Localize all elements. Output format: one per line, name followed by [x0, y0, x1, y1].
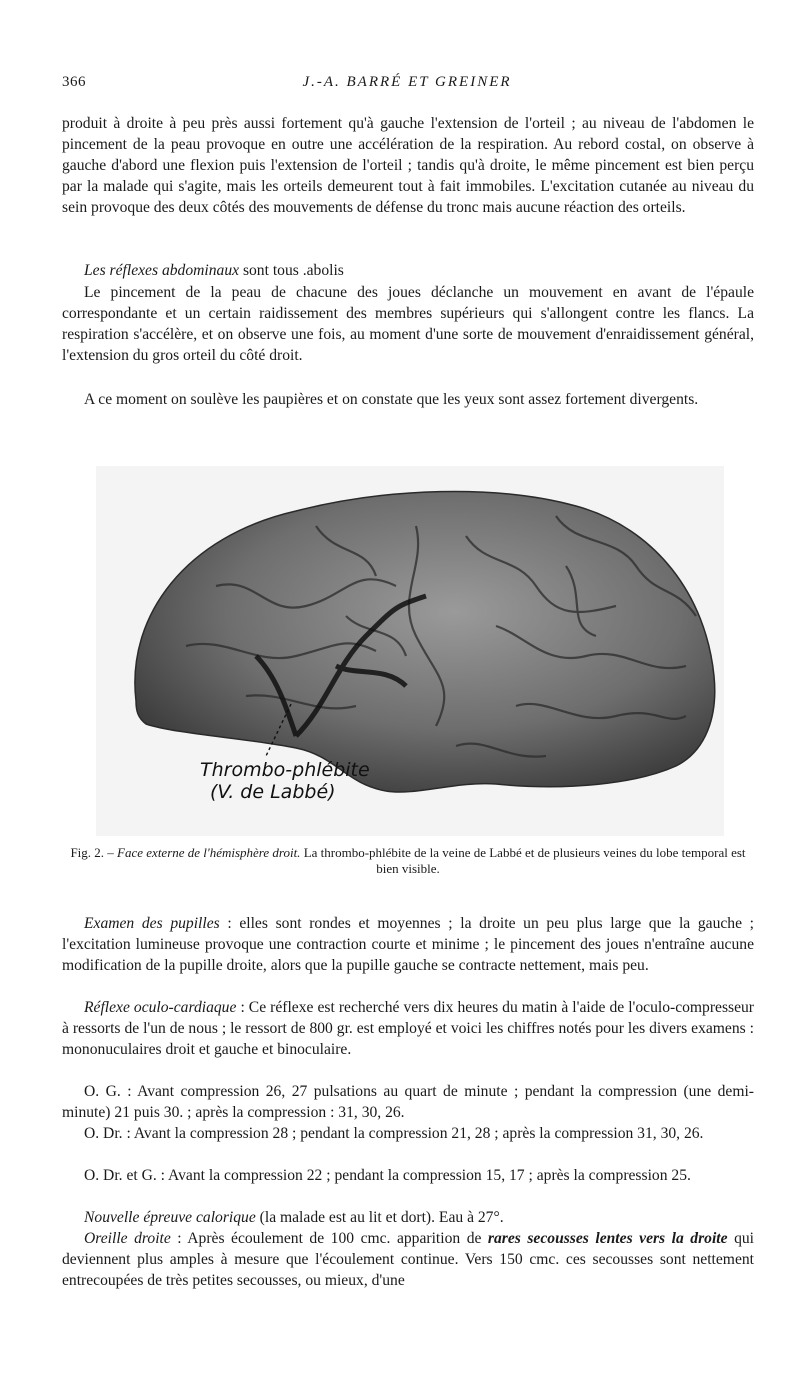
paragraph-3: Le pincement de la peau de chacune des joues déclanche un mouvement en avant de l'épaule correspondante et un certain raidissement des membres supérieurs qui s'allongent contre les flancs. La respiration s'accélère, et on observe une fois, au moment d'une sorte de mouvement d'enraidissement général, l'extension du gros orteil du côté droit. — [62, 284, 754, 364]
brain-photograph — [96, 466, 724, 836]
caption-text: La thrombo-phlébite de la veine de Labbé et de plusieurs veines du lobe temporal est bien visible. — [303, 845, 746, 876]
figure-caption — [62, 845, 754, 877]
paragraph-1: produit à droite à peu près aussi fortement qu'à gauche l'extension de l'orteil ; au niveau de l'abdomen le pincement de la peau provoque en outre une accélération de la respiration. Au rebord costal, on observe à gauche d'abord une flexion puis l'extension de l'orteil ; tandis qu'à droite, le même pincement est bien perçu par la malade qui s'agite, mais les orteils demeurent tout à fait immobiles. L'excitation cutanée au niveau du sein provoque des deux côtés des mouvements de défense du tronc mais aucune réaction des orteils. — [62, 115, 754, 216]
paragraph-pupils: Examen des pupilles : elles sont rondes et moyennes ; la droite un peu plus large que la gauche ; l'excitation lumineuse provoque une contraction courte et minime ; le pincement des joues n'entraîne aucune modification de la pupille droite, alors que la pupille gauche se contracte nettement, mais peu. — [62, 915, 754, 974]
paragraph-2: Les réflexes abdominaux sont tous .abolis — [84, 262, 344, 279]
annotation-label-1: Thrombo-phlébite — [200, 759, 370, 781]
brain-figure — [96, 466, 724, 836]
abdominal-reflexes-heading: Les réflexes abdominaux — [84, 262, 240, 279]
caption-title: Face externe de l'hémisphère droit. — [117, 845, 301, 860]
figure-label: Fig. 2. – — [70, 845, 114, 860]
paragraph-odr-g: O. Dr. et G. : Avant la compression 22 ; pendant la compression 15, 17 ; après la compression 25. — [84, 1167, 691, 1184]
paragraph-caloric: Nouvelle épreuve calorique (la malade est au lit et dort). Eau à 27°. — [84, 1209, 504, 1226]
page-number: 366 — [62, 74, 86, 90]
paragraph-odr: O. Dr. : Avant la compression 28 ; pendant la compression 21, 28 ; après la compression 31, 30, 26. — [84, 1125, 704, 1142]
paragraph-og: O. G. : Avant compression 26, 27 pulsations au quart de minute ; pendant la compression (une demi-minute) 21 puis 30. ; après la compression : 31, 30, 26. — [62, 1083, 754, 1121]
paragraph-oculo-cardiac: Réflexe oculo-cardiaque : Ce réflexe est recherché vers dix heures du matin à l'aide de l'oculo-compresseur à ressorts de l'un de nous ; le ressort de 800 gr. est employé et voici les chiffres notés pour les divers examens : mononuculaires droit et gauche et binoculaire. — [62, 999, 754, 1058]
annotation-label-2: (V. de Labbé) — [210, 781, 336, 803]
paragraph-right-ear: Oreille droite : Après écoulement de 100 cmc. apparition de rares secousses lentes vers la droite qui deviennent plus amples à mesure que l'écoulement continue. Vers 150 cmc. ces secousses sont nettement entrecoupées de très petites secousses, ou mieux, d'une — [62, 1230, 754, 1289]
paragraph-4: A ce moment on soulève les paupières et on constate que les yeux sont assez fortement divergents. — [84, 391, 699, 408]
running-title: J.-A. BARRÉ ET GREINER — [302, 74, 512, 90]
